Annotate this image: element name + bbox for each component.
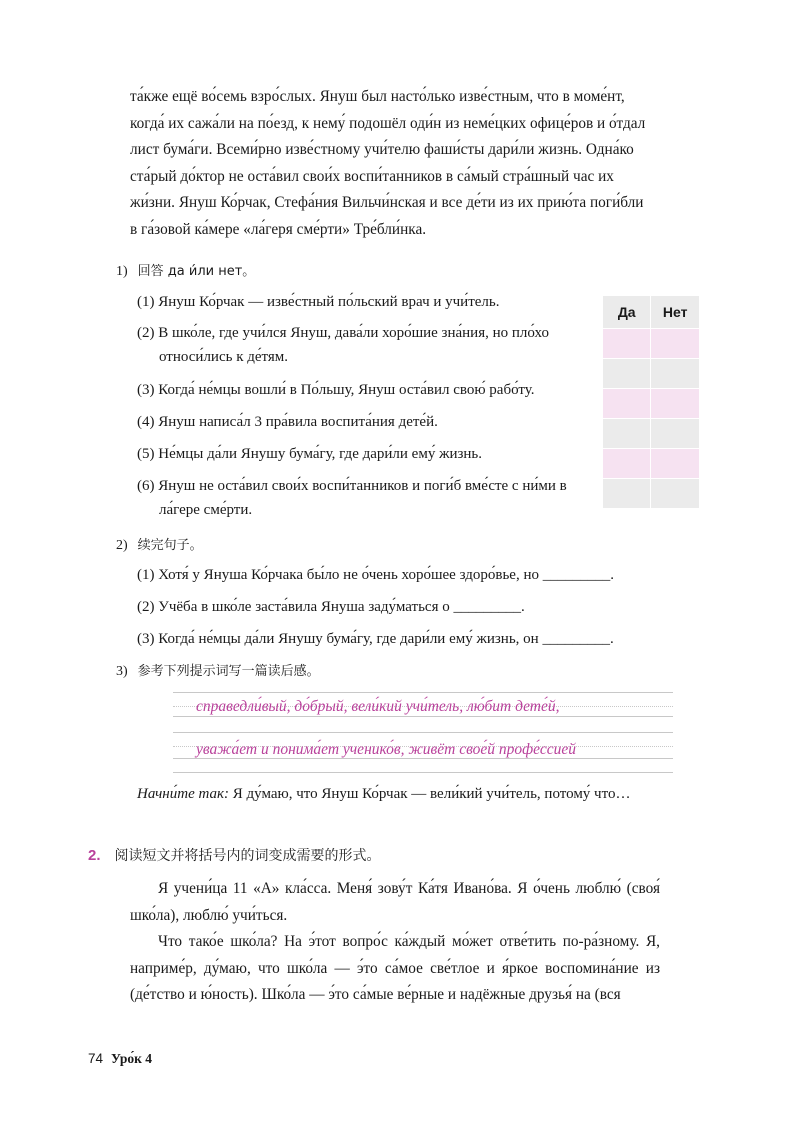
passage-line: та́кже ещё во́семь взро́слых. Януш был насто́лько изве́стным, что в моме́нт, bbox=[130, 88, 625, 105]
paragraph: Что тако́е шко́ла? На э́тот вопро́с ка́ждый мо́жет отве́тить по-ра́зному. Я, наприме́р, ду́маю, что шко́ла — э́то са́мое све́тлое и я́ркое воспомина́ние из (де́тство и ю́ность). Шко́ла — э́то са́мые ве́рные и надёжные друзья́ на (вся bbox=[130, 933, 660, 1003]
exercise-number: 2. bbox=[88, 847, 101, 864]
page-number: 74 bbox=[88, 1051, 104, 1066]
statement-6 bbox=[137, 474, 587, 522]
statement-text: (5) Не́мцы да́ли Янушу бума́гу, где дари́ли ему́ жизнь. bbox=[137, 446, 483, 462]
answer-cell-no[interactable] bbox=[651, 479, 700, 509]
ruled-line bbox=[173, 692, 673, 693]
sentence-3: (3) Когда́ не́мцы да́ли Янушу бума́гу, где дари́ли ему́ жизнь, он _________. bbox=[137, 631, 614, 647]
statement-text: (4) Януш написа́л 3 пра́вила воспита́ния дете́й. bbox=[137, 414, 438, 430]
ruled-line bbox=[173, 716, 673, 717]
answer-cell-yes[interactable] bbox=[603, 359, 651, 389]
yes-no-table bbox=[602, 295, 700, 509]
answer-cell-yes[interactable] bbox=[603, 329, 651, 359]
yes-header: Да bbox=[603, 296, 651, 329]
passage-line: лист бума́ги. Всеми́рно изве́стному учи́телю фаши́сты дари́ли жизнь. Одна́ко bbox=[130, 141, 634, 158]
statement-2 bbox=[137, 321, 587, 369]
ruled-line bbox=[173, 732, 673, 733]
begin-text: Я ду́маю, что Януш Ко́рчак — вели́кий учи́тель, потому́ что… bbox=[229, 786, 631, 802]
passage-line: когда́ их сажа́ли на по́езд, к нему́ подошёл оди́н из неме́цких офице́ров и о́тдал bbox=[130, 114, 646, 132]
statement-text: (3) Когда́ не́мцы вошли́ в По́льшу, Януш оста́вил свою́ рабо́ту. bbox=[137, 382, 535, 398]
statement-text: (6) Януш не оста́вил свои́х воспи́танников и поги́б вме́сте с ни́ми в bbox=[137, 478, 567, 494]
paragraph: Я учени́ца 11 «А» кла́сса. Меня́ зову́т Ка́тя Ивано́ва. Я о́чень люблю́ (своя́ шко́ла), люблю́ учи́ться. bbox=[130, 880, 660, 924]
task-instruction: 参考下列提示词写一篇读后感。 bbox=[137, 664, 320, 679]
answer-cell-no[interactable] bbox=[651, 359, 700, 389]
passage-line: ста́рый до́ктор не оста́вил свои́х воспи́танников в са́мый стра́шный час их bbox=[130, 167, 614, 185]
no-header: Нет bbox=[651, 296, 700, 329]
answer-cell-no[interactable] bbox=[651, 449, 700, 479]
exercise-title: 阅读短文并将括号内的词变成需要的形式。 bbox=[114, 848, 381, 864]
task-instruction: 续完句子。 bbox=[137, 538, 203, 553]
answer-cell-yes[interactable] bbox=[603, 479, 651, 509]
page-footer bbox=[88, 1051, 152, 1067]
exercise-2-heading bbox=[88, 845, 381, 865]
statement-text: (2) В шко́ле, где учи́лся Януш, дава́ли хоро́шие зна́ния, но пло́хо bbox=[137, 325, 549, 341]
sentence-2: (2) Учёба в шко́ле заста́вила Януша заду́маться о _________. bbox=[137, 599, 525, 615]
passage-line: в га́зовой ка́мере «ла́геря сме́рти» Тре́бли́нка. bbox=[130, 220, 427, 238]
statement-1 bbox=[137, 290, 587, 314]
sentence-1: (1) Хотя́ у Януша Ко́рчака бы́ло не о́чень хоро́шее здоро́вье, но _________. bbox=[137, 567, 614, 583]
task-instruction: 回答 да и́ли нет。 bbox=[137, 264, 256, 279]
answer-cell-yes[interactable] bbox=[603, 419, 651, 449]
statement-5 bbox=[137, 442, 587, 466]
lesson-label: Уро́к 4 bbox=[111, 1051, 152, 1066]
answer-cell-no[interactable] bbox=[651, 419, 700, 449]
ruled-line bbox=[173, 772, 673, 773]
task-number: 1) bbox=[116, 264, 128, 279]
passage-line: жи́зни. Януш Ко́рчак, Стефа́ния Вильчи́нская и все де́ти из их прию́та поги́бли bbox=[130, 194, 644, 211]
hint-words: справедли́вый, до́брый, вели́кий учи́тель, лю́бит дете́й, bbox=[196, 698, 560, 715]
task-number: 2) bbox=[116, 538, 128, 553]
intro-passage bbox=[130, 84, 660, 243]
statement-3 bbox=[137, 378, 587, 402]
statement-4 bbox=[137, 410, 587, 434]
statement-text: (1) Януш Ко́рчак — изве́стный по́льский врач и учи́тель. bbox=[137, 294, 500, 310]
answer-cell-yes[interactable] bbox=[603, 389, 651, 419]
begin-prompt bbox=[137, 786, 630, 803]
begin-lead: Начни́те так: bbox=[137, 786, 229, 802]
task-3-heading bbox=[116, 660, 320, 680]
exercise-2-text bbox=[130, 876, 660, 1009]
statement-text-cont: ла́гере сме́рти. bbox=[159, 502, 253, 518]
task-2-heading bbox=[116, 534, 203, 554]
task-1-heading bbox=[116, 260, 255, 280]
answer-cell-no[interactable] bbox=[651, 389, 700, 419]
task-number: 3) bbox=[116, 664, 128, 679]
answer-cell-no[interactable] bbox=[651, 329, 700, 359]
statement-text-cont: относи́лись к де́тям. bbox=[159, 349, 289, 365]
answer-cell-yes[interactable] bbox=[603, 449, 651, 479]
hint-words: уважа́ет и понима́ет ученико́в, живёт свое́й профе́ссией bbox=[196, 741, 576, 758]
